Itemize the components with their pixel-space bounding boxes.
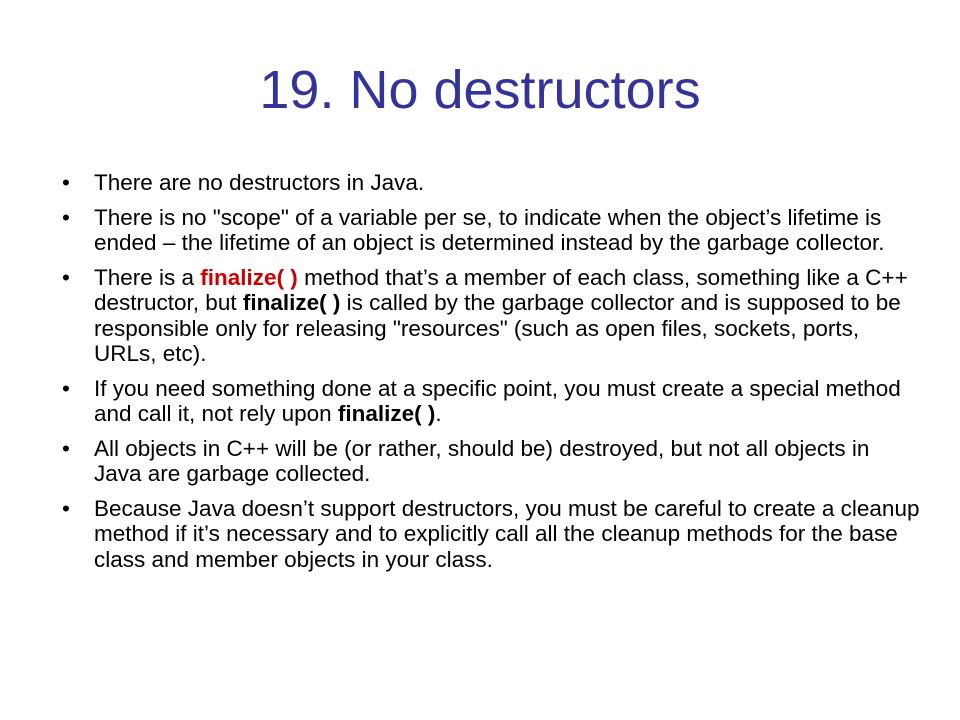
code-term-finalize: finalize( ) — [200, 264, 298, 290]
bullet-text: There is no "scope" of a variable per se, to indicate when the object’s lifetime is ended – the lifetime of an object is determined instead by the garbage collector. — [94, 204, 885, 255]
bullet-marker: • — [62, 204, 70, 230]
code-term-finalize: finalize( ) — [242, 290, 341, 315]
bullet-text: . — [435, 401, 442, 426]
bullet-text: Because Java doesn’t support destructors, you must be careful to create a cleanup method if it’s necessary and to explicitly call all the cleanup methods for the base class and member objects in your class. — [94, 495, 920, 572]
bullet-text: is called by the garbage collector and is supposed to be responsible only for releasing "resources" (such as open files, sockets, ports, URLs, etc). — [94, 290, 901, 366]
bullet-item — [62, 265, 922, 367]
bullet-text: There are no destructors in Java. — [94, 170, 425, 195]
bullet-item — [62, 436, 922, 487]
bullet-item — [62, 496, 922, 573]
bullet-marker: • — [62, 495, 70, 521]
bullet-marker: • — [62, 170, 70, 195]
bullet-text: If you need something done at a specific point, you must create a special method and call it, not rely upon — [94, 375, 901, 426]
bullet-marker: • — [62, 264, 70, 290]
bullet-text: All objects in C++ will be (or rather, should be) destroyed, but not all objects in Java are garbage collected. — [94, 435, 870, 486]
bullet-text: There is a — [94, 264, 201, 290]
bullet-marker: • — [62, 435, 70, 461]
bullet-item — [62, 170, 922, 196]
bullet-item — [62, 205, 922, 256]
slide-title: 19. No destructors — [259, 60, 701, 120]
bullet-item — [62, 376, 922, 427]
code-term-finalize: finalize( ) — [337, 401, 436, 426]
bullet-text: method that’s a member of each class, something like a C++ destructor, but — [94, 264, 908, 315]
bullet-list — [62, 170, 922, 581]
bullet-marker: • — [62, 375, 70, 401]
